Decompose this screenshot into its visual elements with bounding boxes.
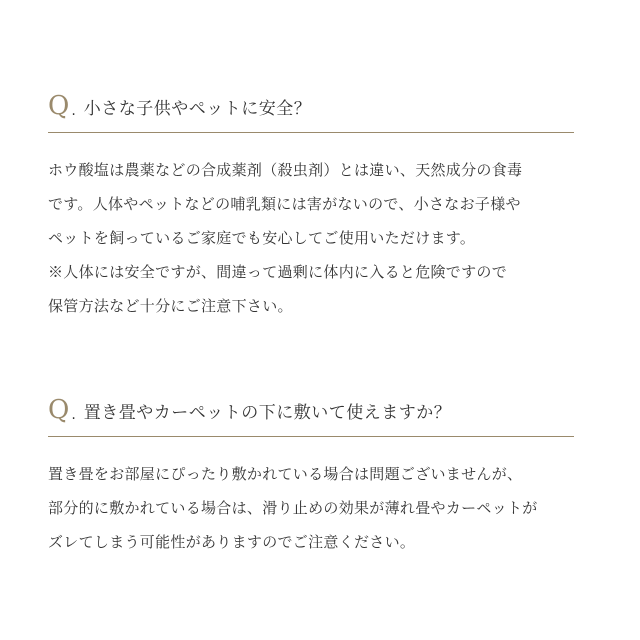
question-heading [48, 390, 574, 430]
question-heading [48, 86, 574, 126]
q-marker: Q [48, 91, 70, 121]
answer-line: です。人体やペットなどの哺乳類には害がないので、小さなお子様や [48, 195, 521, 213]
answer-line: ペットを飼っているご家庭でも安心してご使用いただけます。 [48, 229, 476, 247]
answer-line: ズレてしまう可能性がありますのでご注意ください。 [48, 533, 416, 551]
answer-line: 部分的に敷かれている場合は、滑り止めの効果が薄れ畳やカーペットが [48, 499, 538, 517]
q-marker-dot: . [71, 103, 76, 119]
question-text: 置き畳やカーペットの下に敷いて使えますか？ [83, 402, 452, 423]
divider [48, 132, 574, 133]
faq-item [48, 86, 574, 323]
question-text: 小さな子供やペットに安全？ [83, 98, 312, 119]
q-marker-dot: . [71, 407, 76, 423]
answer-line: ホウ酸塩は農薬などの合成薬剤（殺虫剤）とは違い、天然成分の食毒 [48, 161, 523, 179]
faq-item [48, 390, 574, 559]
q-marker: Q [48, 395, 70, 425]
answer-line: 保管方法など十分にご注意下さい。 [48, 297, 293, 315]
answer-line: ※人体には安全ですが、間違って過剰に体内に入ると危険ですので [48, 263, 508, 281]
divider [48, 436, 574, 437]
answer-line: 置き畳をお部屋にぴったり敷かれている場合は問題ございませんが、 [48, 465, 523, 483]
answer-text [48, 457, 574, 559]
answer-text [48, 153, 574, 323]
